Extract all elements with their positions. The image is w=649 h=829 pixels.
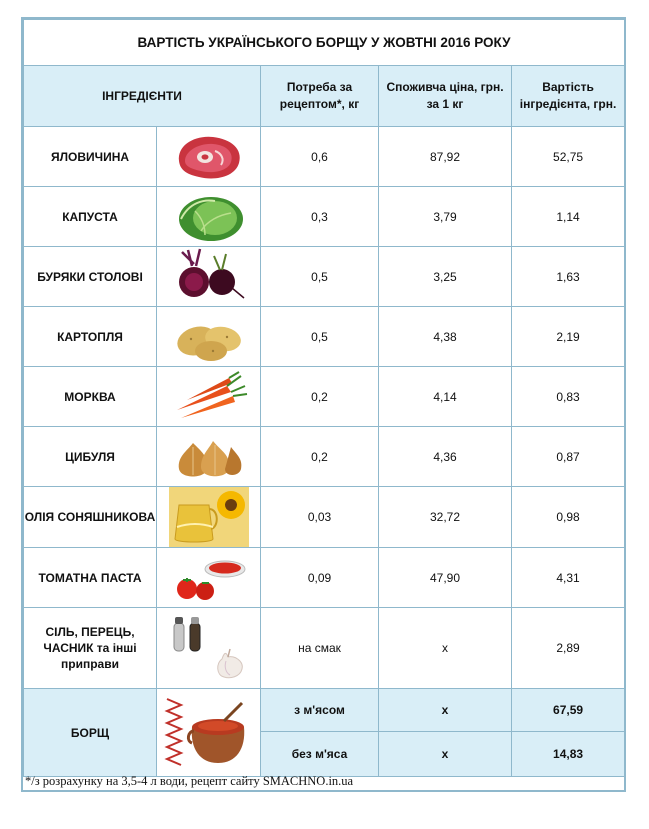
cabbage-icon [157,187,261,247]
cost-value: 0,98 [512,487,625,548]
need-value: 0,2 [261,367,379,427]
borsch-cost-table-frame [21,17,626,792]
price-value: 87,92 [379,127,512,187]
price-value: 4,38 [379,307,512,367]
ingredient-name: ЯЛОВИЧИНА [24,127,157,187]
borsch-cost-table [23,19,625,777]
header-need: Потреба за рецептом*, кг [261,66,379,127]
sunflower-oil-icon [157,487,261,548]
borsch-pot-icon [157,689,261,777]
header-ingredients: ІНГРЕДІЄНТИ [24,66,261,127]
without-meat-label: без м'яса [261,732,379,777]
table-row-borsch-with-meat [24,689,625,732]
header-cost: Вартість інгредієнта, грн. [512,66,625,127]
ingredient-name: БУРЯКИ СТОЛОВІ [24,247,157,307]
ingredient-name: ОЛІЯ СОНЯШНИКОВА [24,487,157,548]
price-value: 4,14 [379,367,512,427]
borsch-name: БОРЩ [24,689,157,777]
table-row [24,307,625,367]
header-price: Споживча ціна, грн. за 1 кг [379,66,512,127]
with-meat-label: з м'ясом [261,689,379,732]
need-value: 0,03 [261,487,379,548]
table-row [24,608,625,689]
table-row [24,487,625,548]
ingredient-name: СІЛЬ, ПЕРЕЦЬ, ЧАСНИК та інші приправи [24,608,157,689]
ingredient-name: ЦИБУЛЯ [24,427,157,487]
carrot-icon [157,367,261,427]
without-meat-price: х [379,732,512,777]
cost-value: 1,63 [512,247,625,307]
need-value: 0,5 [261,247,379,307]
cost-value: 1,14 [512,187,625,247]
ingredient-name: КАРТОПЛЯ [24,307,157,367]
beetroot-icon [157,247,261,307]
without-meat-cost: 14,83 [512,732,625,777]
cost-value: 52,75 [512,127,625,187]
table-row [24,427,625,487]
need-value: 0,09 [261,548,379,608]
beef-icon [157,127,261,187]
cost-value: 2,19 [512,307,625,367]
footnote: */з розрахунку на 3,5-4 л води, рецепт сайту SMACHNO.in.ua [25,774,354,788]
price-value: 3,79 [379,187,512,247]
with-meat-price: х [379,689,512,732]
table-row [24,127,625,187]
table-row [24,548,625,608]
ingredient-name: КАПУСТА [24,187,157,247]
need-value: 0,6 [261,127,379,187]
ingredient-name: МОРКВА [24,367,157,427]
with-meat-cost: 67,59 [512,689,625,732]
table-row [24,367,625,427]
tomato-paste-icon [157,548,261,608]
price-value: 3,25 [379,247,512,307]
price-value: 32,72 [379,487,512,548]
cost-value: 0,87 [512,427,625,487]
ingredient-name: ТОМАТНА ПАСТА [24,548,157,608]
price-value: 4,36 [379,427,512,487]
potato-icon [157,307,261,367]
need-value: 0,2 [261,427,379,487]
price-value: х [379,608,512,689]
cost-value: 0,83 [512,367,625,427]
need-value: 0,3 [261,187,379,247]
need-value: 0,5 [261,307,379,367]
spices-icon [157,608,261,689]
onion-icon [157,427,261,487]
table-title: ВАРТІСТЬ УКРАЇНСЬКОГО БОРЩУ У ЖОВТНІ 2016 РОКУ [24,20,625,66]
price-value: 47,90 [379,548,512,608]
cost-value: 2,89 [512,608,625,689]
need-value: на смак [261,608,379,689]
table-row [24,247,625,307]
cost-value: 4,31 [512,548,625,608]
table-row [24,187,625,247]
